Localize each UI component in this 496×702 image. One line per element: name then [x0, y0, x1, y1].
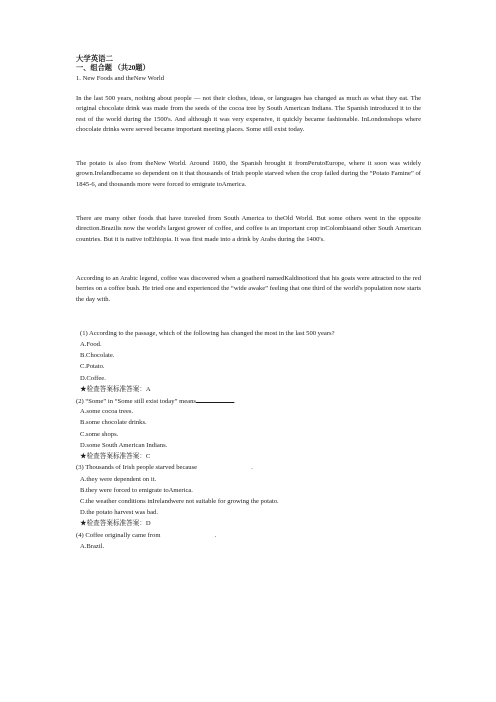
question-3-option-a: A.they were dependent on it. [80, 476, 157, 483]
question-4-stem-text: (4) Coffee originally came from [76, 532, 161, 539]
question-2-option-b: B.some chocolate drinks. [80, 419, 147, 426]
question-3-stem-end: . [251, 464, 253, 471]
question-1-option-d: D.Coffee. [80, 375, 106, 382]
answer-blank [196, 396, 234, 403]
section-heading: 一、组合题 （共20题） [76, 64, 150, 72]
question-3-answer: ★检查答案标准答案：D [80, 520, 151, 527]
question-2-stem [76, 396, 236, 406]
question-3-option-c: C.the weather conditions inIrelandwere not suitable for growing the potato. [80, 498, 279, 505]
question-2-option-c: C.some shops. [80, 431, 119, 438]
question-3-stem-text: (3) Thousands of Irish people starved because [76, 464, 198, 471]
question-1-answer: ★检查答案标准答案：A [80, 386, 151, 393]
question-3-option-d: D.the potato harvest was bad. [80, 509, 159, 516]
question-1-stem: (1) According to the passage, which of the following has changed the most in the last 500 years? [80, 330, 335, 337]
question-3-option-b: B.they were forced to emigrate toAmerica. [80, 487, 193, 494]
question-2-stem-end: . [233, 398, 236, 405]
question-4-stem-end: . [214, 532, 217, 539]
passage-title: 1. New Foods and theNew World [76, 75, 164, 82]
passage-paragraph-3: There are many other foods that have traveled from South America to theOld World. But some others went in the opposite direction.Brazilis now the world's largest grower of coffee, and coffee is an important crop inColombiaand other South American countries. But it is native toEthiopia. It was first made into a drink by Arabs during the 1400's. [76, 215, 421, 243]
passage-paragraph-1: In the last 500 years, nothing about people — not their clothes, ideas, or languages has changed as much as what they eat. The original chocolate drink was made from the seeds of the cocoa tree by South American Indians. The Spanish introduced it to the rest of the world during the 1500's. And although it was very expensive, it quickly became fashionable. InLondonshops where chocolate drinks were served became important meeting places. Some still exist today. [76, 95, 421, 134]
question-3-stem [76, 463, 253, 472]
question-2-option-a: A.some cocoa trees. [80, 408, 134, 415]
document-title: 大学英语二 [76, 54, 113, 63]
question-2-option-d: D.some South American Indians. [80, 442, 168, 449]
question-2-answer: ★检查答案标准答案：C [80, 453, 151, 460]
question-1-option-c: C.Potato. [80, 363, 105, 370]
question-4-option-a: A.Brazil. [80, 543, 105, 550]
passage-paragraph-4: According to an Arabic legend, coffee was discovered when a goatherd namedKaldinoticed that his goats were attracted to the red berries on a coffee bush. He tried one and experienced the “wide awake” feeling that one third of the world's population now starts the day with. [76, 275, 421, 303]
question-1-option-b: B.Chocolate. [80, 352, 115, 359]
question-2-stem-text: (2) “Some” in “Some still exist today” means [76, 398, 196, 405]
passage-paragraph-2: The potato is also from theNew World. Around 1600, the Spanish brought it fromPerutoEurope, where it soon was widely grown.Irelandbecame so dependent on it that thousands of Irish people starved when the crop failed during the “Potato Famine” of 1845-6, and thousands more were forced to emigrate toAmerica. [76, 160, 421, 188]
question-4-stem [76, 531, 216, 540]
question-1-option-a: A.Food. [80, 341, 102, 348]
